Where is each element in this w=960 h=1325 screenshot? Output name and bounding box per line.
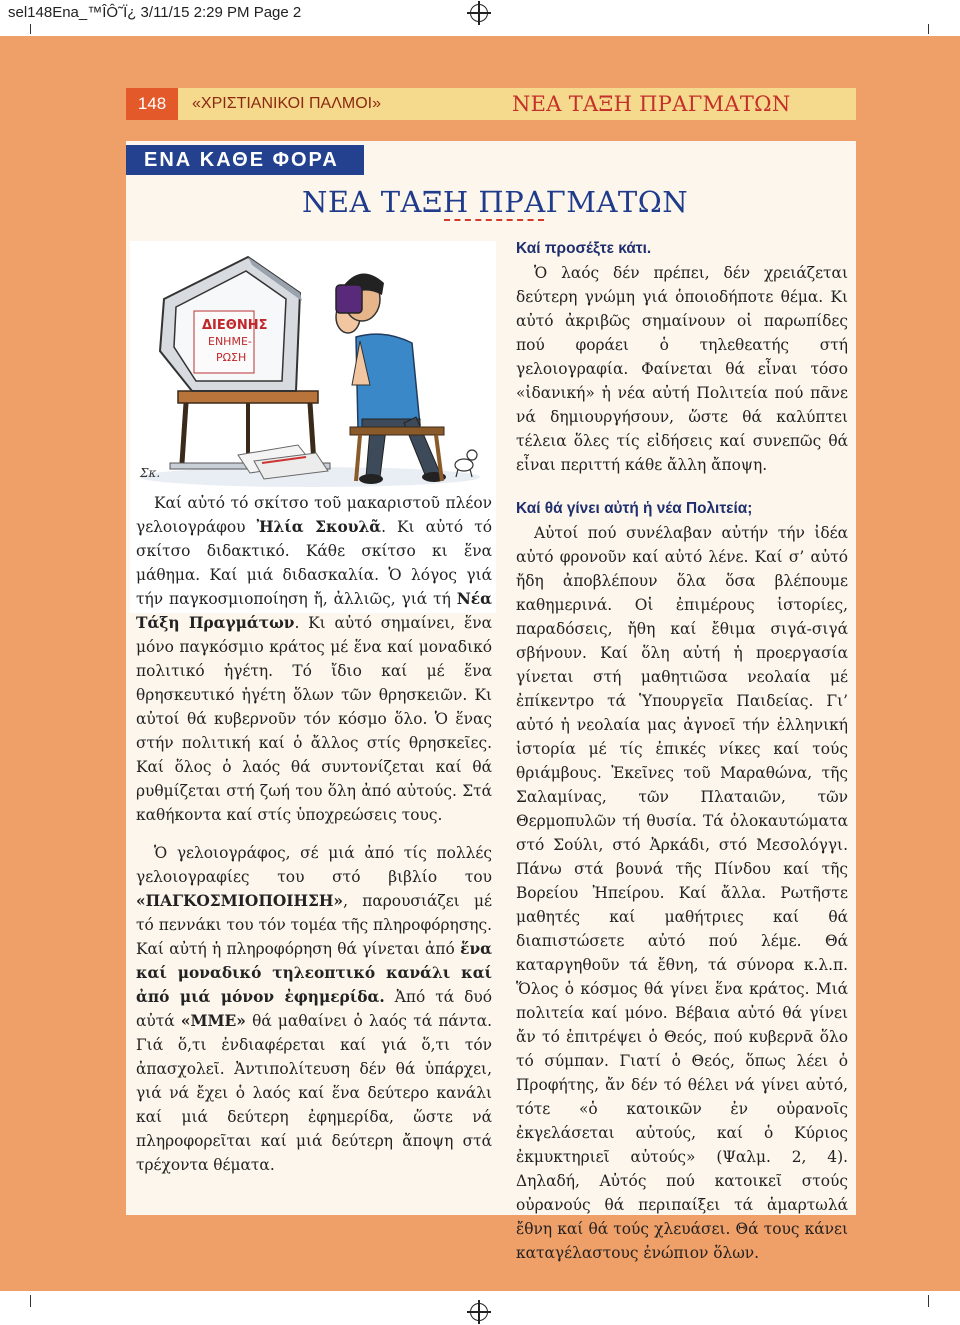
section-kicker: ΕΝΑ ΚΑΘΕ ΦΟΡΑ [126, 145, 364, 175]
registration-mark-bottom-icon [470, 1303, 488, 1321]
running-header [178, 88, 856, 120]
cartoonist-signature: Σκ. [140, 466, 161, 480]
article-panel [126, 141, 856, 1262]
paragraph [136, 841, 492, 1177]
paragraph: Αὐτοί πού συνέλαβαν αὐτήν τήν ἰδέα αὐτό φρονοῦν καί αὐτό λένε. Καί σ’ αὐτό ἤδη ἀποβλέπουν ὅλα ὅσα βλέπουμε καθημερινά. Οἱ ἐπιμέρους ἱστορίες, παραδόσεις, ἤθη καί ἔθιμα σιγά-σιγά σβήνουν. Καί ὅλη αὐτή ἡ προεργασία γίνεται στή μαθητιῶσα νεολαία μέ ἐπίκεντρο τά Ὑπουργεῖα Παιδείας. Γι’ αὐτό ἡ νεολαία μας ἀγνοεῖ τήν ἑλληνική ἱστορία μέ τίς ἐπικές νίκες καί τούς θριάμβους. Ἐκεῖνες τοῦ Μαραθώνα, τῆς Σαλαμίνας, τῶν Πλαταιῶν, τῶν Θερμοπυλῶν τή θυσία. Τά ὁλοκαυτώματα στό Σούλι, στό Ἀρκάδι, στό Μεσολόγγι. Πάνω στά βουνά τῆς Πίνδου καί τῆς Βορείου Ἠπείρου. Καί ἄλλα. Ρωτῆστε μαθητές καί μαθήτριες καί θά διαπιστώσετε αὐτό πού λέμε. Θά καταργηθοῦν τά ἔθνη, τά σύνορα κ.λ.π. Ὅλος ὁ κόσμος θά γίνει ἕνα κράτος. Μιά πολιτεία καί μόνο. Βέβαια αὐτό θά γίνει ἄν τό ἐπιτρέψει ὁ Θεός, πού κυβερνᾶ ὅλο τό σύμπαν. Γιατί ὁ Θεός, ὅπως λέει ὁ Προφήτης, ἄν δέν τό θέλει νά γίνει αὐτό, τότε «ὁ κατοικῶν ἐν οὐρανοῖς ἐκγελάσεται αὐτούς, καί ὁ Κύριος ἐκμυκτηριεῖ αὐτούς» (Ψαλμ. 2, 4). Δηλαδή, Αὐτός πού κατοικεῖ στούς οὐρανούς θά περιπαίξει τά ἁμαρτωλά ἔθνη καί θά τούς χλευάσει. Θά τους κάνει καταγέλαστους ἐνώπιον ὅλων. [516, 524, 848, 1262]
screen-text-1: ΔΙΕΘΝΗΣ [202, 318, 268, 333]
page-number: 148 [126, 88, 178, 120]
left-column [136, 491, 492, 1177]
title-underline [444, 219, 544, 221]
paragraph: Ὁ λαός δέν πρέπει, δέν χρειάζεται δεύτερη γνώμη γιά ὁποιοδήποτε θέμα. Κι αὐτό ἀκριβῶς σημαίνουν οἱ παρωπίδες πού φοράει ὁ τηλεθεατής στή γελοιογραφία. Φαίνεται θά εἶναι τόσο «ἰδανική» ἡ νέα αὐτή Πολιτεία πού πᾶνε νά δημιουργήσουν, ὥστε θά καλύπτει τέλεια ὅλες τίς εἰδήσεις καί συνεπῶς θά εἶναι περιττή κάθε ἄλλη ἄποψη. [516, 264, 848, 474]
screen-text-2: ΕΝΗΜΕ- [208, 335, 252, 348]
television [160, 257, 302, 391]
bold-emphasis: ἕνα καί μοναδικό τηλεοπτικό κανάλι καί ἀπό μιά μόνον ἐφημερίδα. [136, 940, 492, 1006]
text-run: θά μαθαίνει ὁ λαός τά πάντα. Γιά ὅ,τι ἐνδιαφέρεται καί γιά ὅ,τι τόν ἀπασχολεῖ. Ἀντιπολίτευση δέν θά ὑπάρχει, γιά νά ἔχει ὁ λαός καί ἕνα δεύτερο κανάλι καί μιά δεύτερη ἐφημερίδα, ὥστε νά πληροφορεῖται καί μιά δεύτερη ἄποψη στά τρέχοντα θέματα. [136, 1012, 492, 1174]
screen-text-3: ΡΩΣΗ [216, 351, 247, 364]
viewer-man [336, 273, 446, 484]
cartoonist-name: Ἠλία Σκουλᾶ [256, 518, 382, 536]
subhead-question: Καί θά γίνει αὐτή ἡ νέα Πολιτεία; [516, 500, 753, 517]
trim-mark-bottom [928, 1295, 929, 1307]
book-title: «ΠΑΓΚΟΣΜΙΟΠΟΙΗΣΗ» [136, 892, 344, 910]
new-order-phrase: Νέα Τάξη Πραγμάτων [136, 590, 492, 632]
text-run: Ὁ γελοιογράφος, σέ μιά ἀπό τίς πολλές γελοιογραφίες του στό βιβλίο του [136, 844, 492, 886]
right-column-bottom [516, 497, 848, 1265]
trim-mark-top [30, 24, 31, 34]
text-run: . Κι αὐτό σημαίνει, ἕνα μόνο παγκόσμιο κράτος μέ ἕνα καί μοναδικό πολιτικό ἡγέτη. Τό ἴδιο καί μέ ἕνα θρησκευτικό ἡγέτη ὅλων τῶν θρησκειῶν. Κι αὐτοί θά κυβερνοῦν τόν κόσμο ὅλο. Ὁ ἕνας στήν πολιτική καί ὁ ἄλλος στίς θρησκεῖες. Καί ὅλος ὁ λαός θά συντονίζεται καί θά ρυθμίζεται στή ζωή του ὅλη ἀπό αὐτούς. Στά καθήκοντα καί στίς ὑποχρεώσεις τους. [136, 614, 492, 824]
subhead-notice: Καί προσέξτε κάτι. [516, 240, 652, 257]
header-title: ΝΕΑ ΤΑΞΗ ΠΡΑΓΜΑΤΩΝ [512, 92, 791, 116]
right-column-top [516, 237, 848, 477]
paragraph [136, 491, 492, 827]
article-title: ΝΕΑ ΤΑΞΗ ΠΡΑΓΜΑΤΩΝ [302, 185, 689, 219]
trim-mark-bottom [30, 1295, 31, 1307]
text-run: Ἀπό τά δυό αὐτά [136, 988, 492, 1030]
stool [350, 427, 444, 435]
text-run: Καί αὐτό τό σκίτσο τοῦ μακαριστοῦ πλέον γελοιογράφου [136, 494, 492, 536]
mme-term: «ΜΜΕ» [180, 1012, 246, 1030]
text-run: , παρουσιάζει μέ τό πεννάκι του τόν τομέα τῆς πληροφόρησης. Καί αὐτή ἡ πληροφόρηση θά γίνεται ἀπό [136, 892, 492, 958]
print-slug: sel148Ena_™ÎÔ˜Ï¿ 3/11/15 2:29 PM Page 2 [8, 4, 302, 21]
text-run: . Κι αὐτό τό σκίτσο διδακτικό. Κάθε σκίτσο κι ἕνα μάθημα. Καί μιά διδασκαλία. Ὁ λόγος γιά τήν παγκοσμιοποίηση ἤ, ἀλλιῶς, γιά τή [136, 518, 492, 608]
registration-mark-top-icon [470, 4, 488, 22]
trim-mark-top [928, 24, 929, 34]
cartoon-drawing [130, 241, 496, 491]
header-series: «ΧΡΙΣΤΙΑΝΙΚΟΙ ΠΑΛΜΟΙ» [192, 95, 382, 112]
blinders [336, 285, 362, 313]
